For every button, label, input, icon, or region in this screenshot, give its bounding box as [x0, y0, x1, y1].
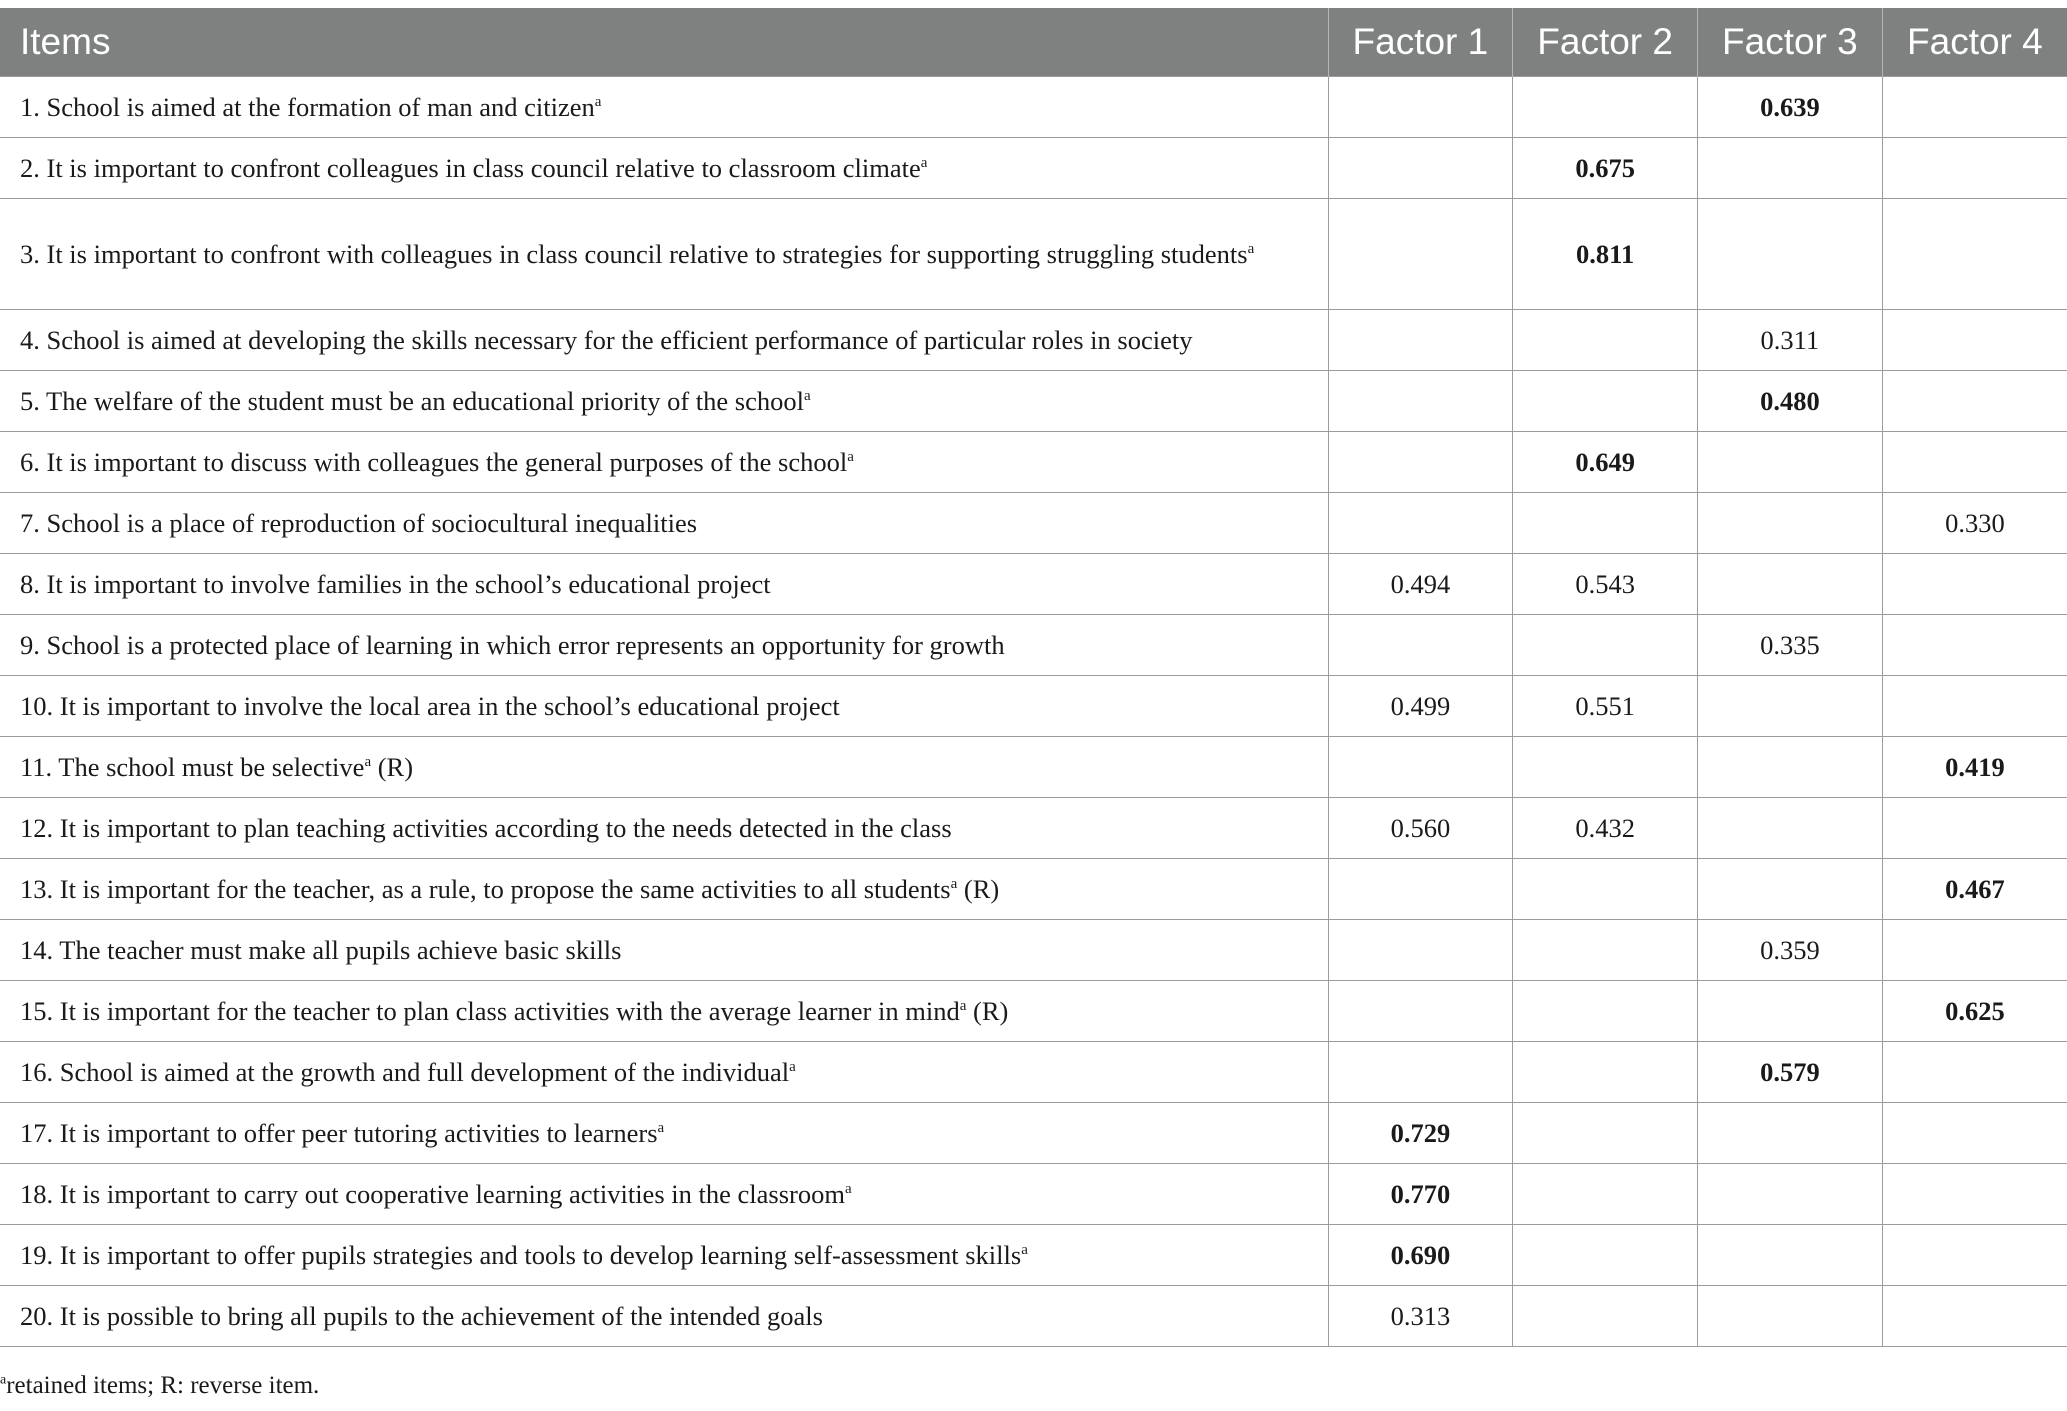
item-text: 13. It is important for the teacher, as a rule, to propose the same activities to all students: [20, 874, 951, 904]
factor-2-loading: [1513, 1225, 1698, 1286]
retained-marker: a: [1021, 1242, 1028, 1259]
item-text: 8. It is important to involve families in the school’s educational project: [20, 569, 771, 599]
factor-2-loading: 0.649: [1513, 432, 1698, 493]
factor-2-loading: [1513, 981, 1698, 1042]
item-cell: [0, 371, 1328, 432]
factor-3-loading: [1698, 554, 1883, 615]
factor-4-loading: [1882, 676, 2067, 737]
factor-3-loading: [1698, 1286, 1883, 1347]
table-row: [0, 432, 2067, 493]
table-row: [0, 676, 2067, 737]
table-row: [0, 615, 2067, 676]
factor-3-loading: [1698, 1225, 1883, 1286]
factor-3-loading: [1698, 432, 1883, 493]
footnote-text: retained items; R: reverse item.: [6, 1372, 320, 1399]
table-row: [0, 77, 2067, 138]
factor-1-loading: [1328, 199, 1513, 310]
table-row: [0, 554, 2067, 615]
factor-2-loading: [1513, 737, 1698, 798]
retained-marker: a: [364, 754, 372, 771]
header-factor-2: Factor 2: [1513, 8, 1698, 77]
table-row: [0, 493, 2067, 554]
reverse-marker: (R): [966, 996, 1009, 1026]
factor-2-loading: [1513, 1103, 1698, 1164]
item-cell: [0, 77, 1328, 138]
item-text: 18. It is important to carry out cooperative learning activities in the classroom: [20, 1179, 845, 1209]
factor-1-loading: [1328, 432, 1513, 493]
factor-4-loading: [1882, 310, 2067, 371]
retained-marker: a: [920, 155, 928, 172]
factor-2-loading: [1513, 1164, 1698, 1225]
table-footnote: [0, 1372, 319, 1400]
factor-3-loading: [1698, 676, 1883, 737]
item-text: 2. It is important to confront colleagues in class council relative to classroom climate: [20, 153, 921, 183]
factor-1-loading: [1328, 371, 1513, 432]
factor-2-loading: 0.543: [1513, 554, 1698, 615]
header-factor-4: Factor 4: [1882, 8, 2067, 77]
item-cell: [0, 615, 1328, 676]
table-row: [0, 920, 2067, 981]
item-text: 15. It is important for the teacher to plan class activities with the average learner in mind: [20, 996, 960, 1026]
item-text: 17. It is important to offer peer tutoring activities to learners: [20, 1118, 658, 1148]
factor-4-loading: [1882, 1103, 2067, 1164]
factor-2-loading: 0.675: [1513, 138, 1698, 199]
factor-3-loading: [1698, 981, 1883, 1042]
factor-4-loading: 0.467: [1882, 859, 2067, 920]
item-cell: [0, 920, 1328, 981]
item-cell: [0, 737, 1328, 798]
factor-1-loading: 0.499: [1328, 676, 1513, 737]
factor-2-loading: [1513, 493, 1698, 554]
factor-3-loading: [1698, 859, 1883, 920]
factor-4-loading: [1882, 1286, 2067, 1347]
factor-3-loading: 0.335: [1698, 615, 1883, 676]
retained-marker: a: [803, 388, 811, 405]
item-text: 5. The welfare of the student must be an educational priority of the school: [20, 386, 804, 416]
table-row: [0, 1042, 2067, 1103]
item-text: 10. It is important to involve the local area in the school’s educational project: [20, 691, 840, 721]
item-cell: [0, 1225, 1328, 1286]
item-text: 9. School is a protected place of learning in which error represents an opportunity for growth: [20, 630, 1005, 660]
table-body: [0, 77, 2067, 1347]
factor-1-loading: [1328, 1042, 1513, 1103]
factor-2-loading: [1513, 371, 1698, 432]
factor-4-loading: [1882, 1225, 2067, 1286]
retained-marker: a: [844, 1181, 852, 1198]
item-cell: [0, 310, 1328, 371]
factor-1-loading: [1328, 981, 1513, 1042]
item-cell: [0, 676, 1328, 737]
item-cell: [0, 1286, 1328, 1347]
item-text: 6. It is important to discuss with colleagues the general purposes of the school: [20, 447, 848, 477]
item-cell: [0, 432, 1328, 493]
table-row: [0, 199, 2067, 310]
item-cell: [0, 1164, 1328, 1225]
factor-3-loading: 0.311: [1698, 310, 1883, 371]
factor-1-loading: [1328, 310, 1513, 371]
table-row: [0, 138, 2067, 199]
item-text: 20. It is possible to bring all pupils to the achievement of the intended goals: [20, 1301, 823, 1331]
table-row: [0, 737, 2067, 798]
factor-1-loading: [1328, 77, 1513, 138]
factor-1-loading: 0.313: [1328, 1286, 1513, 1347]
header-factor-1: Factor 1: [1328, 8, 1513, 77]
factor-3-loading: 0.639: [1698, 77, 1883, 138]
retained-marker: a: [1247, 241, 1255, 258]
factor-4-loading: 0.330: [1882, 493, 2067, 554]
retained-marker: a: [657, 1120, 665, 1137]
factor-1-loading: [1328, 493, 1513, 554]
item-text: 3. It is important to confront with colleagues in class council relative to strategies for supporting struggling students: [20, 239, 1248, 269]
factor-4-loading: [1882, 920, 2067, 981]
factor-2-loading: [1513, 859, 1698, 920]
reverse-marker: (R): [371, 752, 414, 782]
item-cell: [0, 859, 1328, 920]
factor-loadings-table-container: [0, 8, 2067, 1347]
item-text: 14. The teacher must make all pupils achieve basic skills: [20, 935, 622, 965]
header-items: Items: [0, 8, 1328, 77]
table-header-row: [0, 8, 2067, 77]
factor-1-loading: 0.494: [1328, 554, 1513, 615]
factor-2-loading: [1513, 920, 1698, 981]
factor-4-loading: 0.625: [1882, 981, 2067, 1042]
table-row: [0, 1225, 2067, 1286]
item-cell: [0, 554, 1328, 615]
item-cell: [0, 1103, 1328, 1164]
factor-3-loading: [1698, 199, 1883, 310]
factor-3-loading: [1698, 1103, 1883, 1164]
item-cell: [0, 798, 1328, 859]
item-text: 7. School is a place of reproduction of sociocultural inequalities: [20, 508, 698, 538]
factor-3-loading: 0.480: [1698, 371, 1883, 432]
factor-3-loading: 0.359: [1698, 920, 1883, 981]
item-text: 11. The school must be selective: [20, 752, 365, 782]
factor-2-loading: 0.432: [1513, 798, 1698, 859]
factor-1-loading: [1328, 859, 1513, 920]
factor-3-loading: [1698, 798, 1883, 859]
retained-marker: a: [847, 449, 854, 466]
factor-4-loading: [1882, 615, 2067, 676]
table-row: [0, 798, 2067, 859]
factor-4-loading: [1882, 798, 2067, 859]
factor-2-loading: [1513, 1286, 1698, 1347]
item-cell: [0, 493, 1328, 554]
footnote-sup: a: [0, 1372, 7, 1388]
factor-1-loading: [1328, 920, 1513, 981]
factor-1-loading: 0.729: [1328, 1103, 1513, 1164]
factor-2-loading: 0.551: [1513, 676, 1698, 737]
table-row: [0, 859, 2067, 920]
table-row: [0, 371, 2067, 432]
factor-4-loading: [1882, 1164, 2067, 1225]
factor-4-loading: [1882, 371, 2067, 432]
factor-2-loading: [1513, 77, 1698, 138]
retained-marker: a: [959, 998, 967, 1015]
factor-3-loading: [1698, 737, 1883, 798]
factor-2-loading: [1513, 615, 1698, 676]
factor-1-loading: [1328, 615, 1513, 676]
factor-3-loading: [1698, 1164, 1883, 1225]
factor-1-loading: [1328, 737, 1513, 798]
table-row: [0, 1103, 2067, 1164]
factor-1-loading: [1328, 138, 1513, 199]
item-cell: [0, 199, 1328, 310]
header-factor-3: Factor 3: [1698, 8, 1883, 77]
item-text: 12. It is important to plan teaching activities according to the needs detected in the class: [20, 813, 952, 843]
factor-2-loading: 0.811: [1513, 199, 1698, 310]
retained-marker: a: [594, 94, 602, 111]
factor-4-loading: [1882, 77, 2067, 138]
table-row: [0, 1286, 2067, 1347]
retained-marker: a: [789, 1059, 796, 1076]
retained-marker: a: [950, 876, 958, 893]
item-cell: [0, 138, 1328, 199]
factor-4-loading: [1882, 1042, 2067, 1103]
factor-2-loading: [1513, 310, 1698, 371]
table-row: [0, 981, 2067, 1042]
item-text: 4. School is aimed at developing the skills necessary for the efficient performance of particular roles in society: [20, 325, 1193, 355]
reverse-marker: (R): [957, 874, 1000, 904]
table-row: [0, 310, 2067, 371]
factor-1-loading: 0.560: [1328, 798, 1513, 859]
factor-3-loading: 0.579: [1698, 1042, 1883, 1103]
item-cell: [0, 981, 1328, 1042]
factor-4-loading: [1882, 432, 2067, 493]
factor-1-loading: 0.770: [1328, 1164, 1513, 1225]
factor-4-loading: 0.419: [1882, 737, 2067, 798]
factor-3-loading: [1698, 138, 1883, 199]
factor-loadings-table: [0, 8, 2067, 1347]
table-row: [0, 1164, 2067, 1225]
item-text: 1. School is aimed at the formation of man and citizen: [20, 92, 595, 122]
factor-3-loading: [1698, 493, 1883, 554]
factor-4-loading: [1882, 554, 2067, 615]
factor-4-loading: [1882, 199, 2067, 310]
item-text: 16. School is aimed at the growth and full development of the individual: [20, 1057, 790, 1087]
factor-4-loading: [1882, 138, 2067, 199]
factor-2-loading: [1513, 1042, 1698, 1103]
item-text: 19. It is important to offer pupils strategies and tools to develop learning self-assessment skills: [20, 1240, 1022, 1270]
factor-1-loading: 0.690: [1328, 1225, 1513, 1286]
item-cell: [0, 1042, 1328, 1103]
